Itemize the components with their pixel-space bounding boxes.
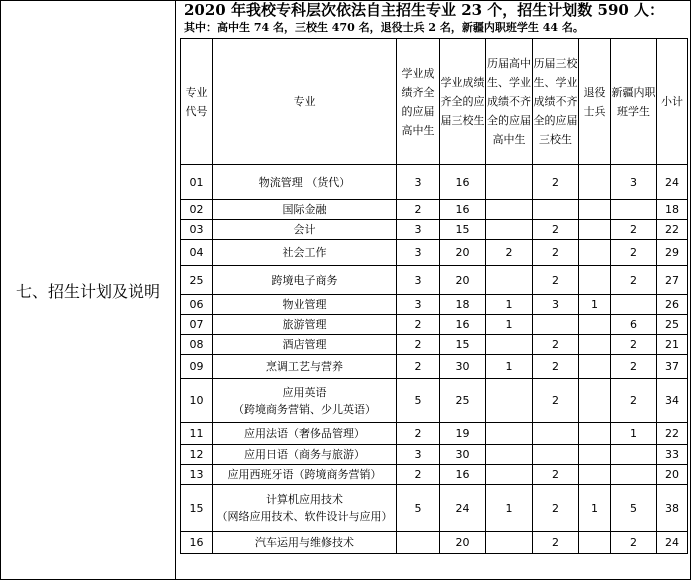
hs-other-cell (486, 423, 533, 445)
sx-other-cell (533, 315, 579, 335)
major-cell: 汽车运用与维修技术 (213, 532, 397, 554)
sx-complete-cell: 20 (440, 532, 486, 554)
table-row (181, 445, 688, 465)
page-heading: 2020 年我校专科层次依法自主招生专业 23 个，招生计划数 590 人： (184, 1, 665, 19)
table-body (181, 165, 688, 554)
header-hs-other: 历届高中生、学业成绩不齐全的应届高中生 (486, 39, 533, 165)
xinjiang-cell: 1 (611, 423, 657, 445)
hs-complete-cell: 5 (397, 379, 440, 423)
major-cell: 酒店管理 (213, 335, 397, 355)
hs-other-cell (486, 465, 533, 485)
major-cell: 会计 (213, 220, 397, 240)
sx-complete-cell: 18 (440, 295, 486, 315)
veteran-cell (579, 335, 611, 355)
sx-complete-cell: 30 (440, 445, 486, 465)
major-cell: 计算机应用技术 （网络应用技术、软件设计与应用） (213, 485, 397, 532)
header-xinjiang: 新疆内职班学生 (611, 39, 657, 165)
code-cell: 13 (181, 465, 213, 485)
xinjiang-cell: 2 (611, 355, 657, 379)
hs-other-cell (486, 165, 533, 200)
sx-complete-cell: 15 (440, 220, 486, 240)
veteran-cell (579, 445, 611, 465)
hs-other-cell: 1 (486, 355, 533, 379)
table-row (181, 266, 688, 295)
hs-other-cell (486, 220, 533, 240)
major-cell: 应用西班牙语（跨境商务营销） (213, 465, 397, 485)
table-row (181, 165, 688, 200)
total-cell: 21 (657, 335, 688, 355)
sx-other-cell: 2 (533, 532, 579, 554)
table-row (181, 485, 688, 532)
total-cell: 24 (657, 165, 688, 200)
code-cell: 09 (181, 355, 213, 379)
veteran-cell (579, 240, 611, 266)
veteran-cell: 1 (579, 295, 611, 315)
sx-complete-cell: 24 (440, 485, 486, 532)
total-cell: 38 (657, 485, 688, 532)
xinjiang-cell (611, 200, 657, 220)
hs-complete-cell: 5 (397, 485, 440, 532)
sx-other-cell: 2 (533, 379, 579, 423)
total-cell: 22 (657, 220, 688, 240)
veteran-cell (579, 423, 611, 445)
veteran-cell (579, 465, 611, 485)
header-major: 专业 (213, 39, 397, 165)
hs-other-cell (486, 335, 533, 355)
xinjiang-cell: 2 (611, 240, 657, 266)
sx-other-cell: 2 (533, 220, 579, 240)
code-cell: 08 (181, 335, 213, 355)
total-cell: 34 (657, 379, 688, 423)
xinjiang-cell: 2 (611, 335, 657, 355)
sx-other-cell: 2 (533, 465, 579, 485)
table-header-row (181, 39, 688, 165)
code-cell: 02 (181, 200, 213, 220)
sx-complete-cell: 19 (440, 423, 486, 445)
code-cell: 16 (181, 532, 213, 554)
hs-complete-cell: 2 (397, 315, 440, 335)
sx-other-cell (533, 200, 579, 220)
hs-complete-cell (397, 532, 440, 554)
sx-other-cell: 2 (533, 335, 579, 355)
hs-other-cell: 1 (486, 295, 533, 315)
hs-other-cell: 2 (486, 240, 533, 266)
sx-other-cell: 3 (533, 295, 579, 315)
hs-complete-cell: 3 (397, 295, 440, 315)
total-cell: 33 (657, 445, 688, 465)
table-row (181, 200, 688, 220)
hs-complete-cell: 3 (397, 445, 440, 465)
major-cell: 物业管理 (213, 295, 397, 315)
table-row (181, 295, 688, 315)
code-cell: 04 (181, 240, 213, 266)
hs-complete-cell: 3 (397, 240, 440, 266)
veteran-cell (579, 532, 611, 554)
section-label: 七、招生计划及说明 (15, 281, 160, 301)
hs-other-cell (486, 445, 533, 465)
total-cell: 37 (657, 355, 688, 379)
sx-complete-cell: 16 (440, 315, 486, 335)
total-cell: 25 (657, 315, 688, 335)
hs-other-cell: 1 (486, 485, 533, 532)
hs-complete-cell: 2 (397, 355, 440, 379)
veteran-cell (579, 355, 611, 379)
major-cell: 国际金融 (213, 200, 397, 220)
sx-other-cell: 2 (533, 165, 579, 200)
hs-other-cell (486, 379, 533, 423)
xinjiang-cell (611, 445, 657, 465)
table-row (181, 379, 688, 423)
code-cell: 10 (181, 379, 213, 423)
sx-complete-cell: 20 (440, 266, 486, 295)
sx-complete-cell: 30 (440, 355, 486, 379)
sx-other-cell (533, 423, 579, 445)
code-cell: 12 (181, 445, 213, 465)
veteran-cell (579, 220, 611, 240)
table-row (181, 335, 688, 355)
xinjiang-cell (611, 295, 657, 315)
veteran-cell (579, 379, 611, 423)
sx-other-cell: 2 (533, 355, 579, 379)
major-cell: 应用英语 （跨境商务营销、少儿英语） (213, 379, 397, 423)
header-sx-complete: 学业成绩齐全的应届三校生 (440, 39, 486, 165)
sx-complete-cell: 16 (440, 200, 486, 220)
code-cell: 15 (181, 485, 213, 532)
page-subheading: 其中：高中生 74 名，三校生 470 名，退役士兵 2 名，新疆内职班学生 44 名。 (184, 21, 584, 34)
veteran-cell (579, 200, 611, 220)
sx-other-cell (533, 445, 579, 465)
code-cell: 25 (181, 266, 213, 295)
veteran-cell (579, 315, 611, 335)
table-row (181, 355, 688, 379)
hs-other-cell (486, 200, 533, 220)
table-row (181, 465, 688, 485)
major-cell: 旅游管理 (213, 315, 397, 335)
xinjiang-cell: 2 (611, 532, 657, 554)
code-cell: 11 (181, 423, 213, 445)
sx-complete-cell: 25 (440, 379, 486, 423)
major-cell: 跨境电子商务 (213, 266, 397, 295)
major-cell: 应用法语（奢侈品管理） (213, 423, 397, 445)
total-cell: 22 (657, 423, 688, 445)
total-cell: 18 (657, 200, 688, 220)
header-veteran: 退役士兵 (579, 39, 611, 165)
total-cell: 29 (657, 240, 688, 266)
hs-complete-cell: 3 (397, 165, 440, 200)
sx-complete-cell: 20 (440, 240, 486, 266)
veteran-cell: 1 (579, 485, 611, 532)
major-cell: 烹调工艺与营养 (213, 355, 397, 379)
sx-complete-cell: 16 (440, 165, 486, 200)
total-cell: 20 (657, 465, 688, 485)
table-row (181, 315, 688, 335)
xinjiang-cell: 2 (611, 266, 657, 295)
veteran-cell (579, 165, 611, 200)
hs-complete-cell: 2 (397, 335, 440, 355)
table-row (181, 423, 688, 445)
header-total: 小计 (657, 39, 688, 165)
code-cell: 01 (181, 165, 213, 200)
xinjiang-cell (611, 465, 657, 485)
major-cell: 应用日语（商务与旅游） (213, 445, 397, 465)
table-row (181, 220, 688, 240)
veteran-cell (579, 266, 611, 295)
enrollment-plan-table (180, 38, 688, 554)
total-cell: 26 (657, 295, 688, 315)
hs-complete-cell: 3 (397, 220, 440, 240)
sx-other-cell: 2 (533, 485, 579, 532)
table-row (181, 240, 688, 266)
xinjiang-cell: 3 (611, 165, 657, 200)
sx-other-cell: 2 (533, 266, 579, 295)
hs-complete-cell: 3 (397, 266, 440, 295)
table-row (181, 532, 688, 554)
header-code: 专业代号 (181, 39, 213, 165)
hs-other-cell (486, 532, 533, 554)
xinjiang-cell: 2 (611, 220, 657, 240)
hs-complete-cell: 2 (397, 423, 440, 445)
header-hs-complete: 学业成绩齐全的应届高中生 (397, 39, 440, 165)
sx-complete-cell: 16 (440, 465, 486, 485)
hs-other-cell: 1 (486, 315, 533, 335)
sx-other-cell: 2 (533, 240, 579, 266)
xinjiang-cell: 5 (611, 485, 657, 532)
total-cell: 27 (657, 266, 688, 295)
code-cell: 06 (181, 295, 213, 315)
major-cell: 物流管理 （货代） (213, 165, 397, 200)
sx-complete-cell: 15 (440, 335, 486, 355)
hs-complete-cell: 2 (397, 465, 440, 485)
hs-other-cell (486, 266, 533, 295)
total-cell: 24 (657, 532, 688, 554)
xinjiang-cell: 6 (611, 315, 657, 335)
code-cell: 03 (181, 220, 213, 240)
code-cell: 07 (181, 315, 213, 335)
header-sx-other: 历届三校生、学业成绩不齐全的应届三校生 (533, 39, 579, 165)
major-cell: 社会工作 (213, 240, 397, 266)
hs-complete-cell: 2 (397, 200, 440, 220)
xinjiang-cell: 2 (611, 379, 657, 423)
